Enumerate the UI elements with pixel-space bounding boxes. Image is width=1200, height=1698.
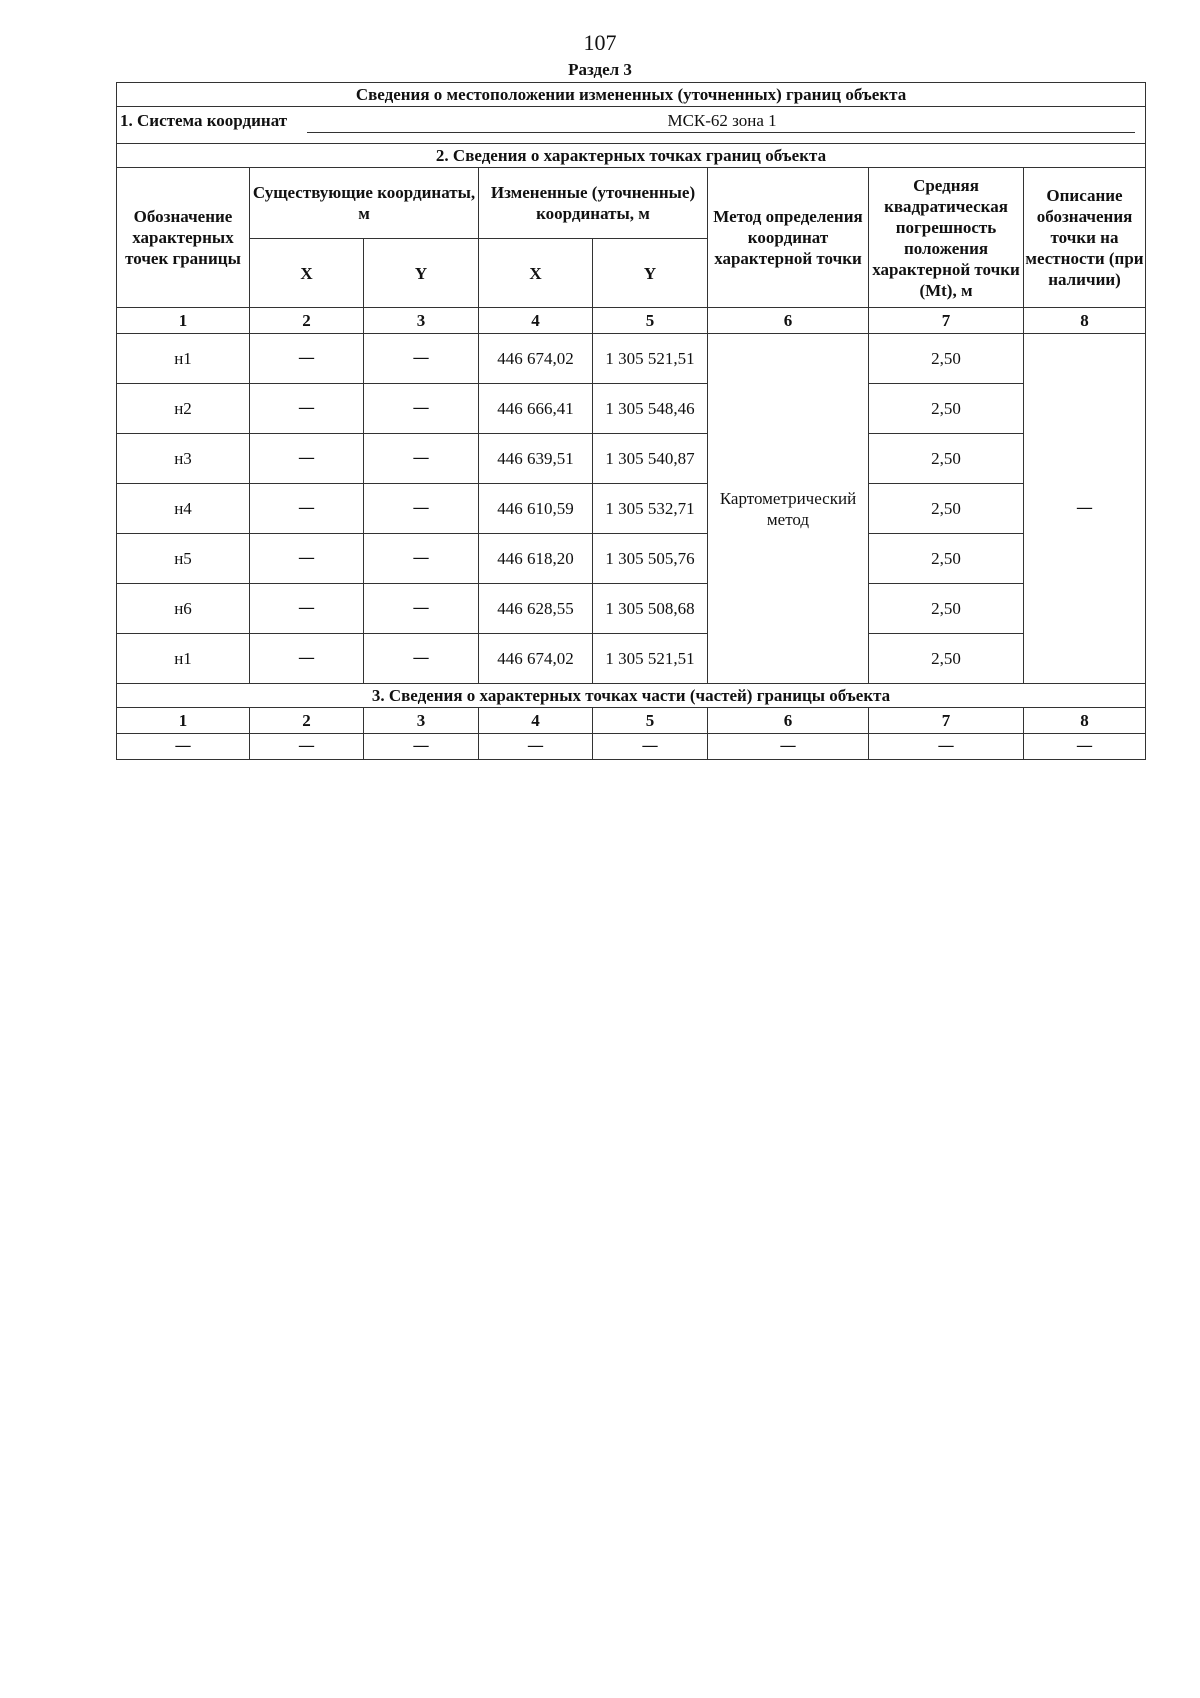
description-value: — (1024, 334, 1146, 684)
point-name: н5 (117, 534, 250, 584)
table-row (117, 434, 1146, 484)
coord-system-value: МСК-62 зона 1 (307, 110, 1135, 133)
subsection-2-title: 2. Сведения о характерных точках границ объекта (117, 144, 1146, 168)
error-value: 2,50 (869, 434, 1024, 484)
header-method: Метод определения координат характерной точки (708, 168, 869, 308)
header-error: Средняя квадратическая погрешность положения характерной точки (Mt), м (869, 168, 1024, 308)
existing-x: — (250, 534, 364, 584)
changed-x: 446 666,41 (479, 384, 593, 434)
column-number: 8 (1024, 308, 1146, 334)
header-description: Описание обозначения точки на местности (при наличии) (1024, 168, 1146, 308)
error-value: 2,50 (869, 384, 1024, 434)
empty-cell: — (250, 734, 364, 760)
changed-y: 1 305 521,51 (593, 334, 708, 384)
boundary-table (116, 82, 1146, 760)
empty-cell: — (364, 734, 479, 760)
point-name: н3 (117, 434, 250, 484)
point-name: н4 (117, 484, 250, 534)
header-changed-x: X (479, 239, 593, 308)
existing-x: — (250, 484, 364, 534)
column-number: 6 (708, 708, 869, 734)
changed-x: 446 639,51 (479, 434, 593, 484)
table-row (117, 534, 1146, 584)
empty-cell: — (1024, 734, 1146, 760)
subsection-3-title: 3. Сведения о характерных точках части (частей) границы объекта (117, 684, 1146, 708)
table-row (117, 584, 1146, 634)
existing-y: — (364, 634, 479, 684)
changed-y: 1 305 505,76 (593, 534, 708, 584)
empty-cell: — (708, 734, 869, 760)
coord-system-row (117, 107, 1146, 144)
empty-cell: — (593, 734, 708, 760)
existing-x: — (250, 334, 364, 384)
header-point-designation: Обозначение характерных точек границы (117, 168, 250, 308)
changed-y: 1 305 532,71 (593, 484, 708, 534)
column-number: 4 (479, 308, 593, 334)
header-changed-coords: Измененные (уточненные) координаты, м (479, 168, 708, 239)
column-number: 3 (364, 308, 479, 334)
changed-y: 1 305 508,68 (593, 584, 708, 634)
column-number: 7 (869, 308, 1024, 334)
point-name: н1 (117, 334, 250, 384)
header-existing-coords: Существующие координаты, м (250, 168, 479, 239)
existing-x: — (250, 434, 364, 484)
empty-cell: — (117, 734, 250, 760)
error-value: 2,50 (869, 484, 1024, 534)
existing-x: — (250, 634, 364, 684)
column-number: 3 (364, 708, 479, 734)
changed-x: 446 674,02 (479, 334, 593, 384)
column-number: 5 (593, 308, 708, 334)
changed-x: 446 628,55 (479, 584, 593, 634)
page-number: 107 (583, 30, 617, 55)
column-number: 8 (1024, 708, 1146, 734)
existing-y: — (364, 384, 479, 434)
point-name: н6 (117, 584, 250, 634)
existing-x: — (250, 584, 364, 634)
changed-y: 1 305 540,87 (593, 434, 708, 484)
empty-cell: — (869, 734, 1024, 760)
changed-x: 446 674,02 (479, 634, 593, 684)
column-numbers-row (117, 308, 1146, 334)
column-numbers-row (117, 708, 1146, 734)
column-number: 2 (250, 308, 364, 334)
column-number: 7 (869, 708, 1024, 734)
changed-y: 1 305 548,46 (593, 384, 708, 434)
column-number: 1 (117, 308, 250, 334)
table-row (117, 334, 1146, 384)
table-row (117, 384, 1146, 434)
method-value: Картометрический метод (708, 334, 869, 684)
column-number: 6 (708, 308, 869, 334)
empty-cell: — (479, 734, 593, 760)
column-number: 5 (593, 708, 708, 734)
coord-system-label: 1. Система координат (120, 111, 288, 130)
error-value: 2,50 (869, 584, 1024, 634)
table-row (117, 634, 1146, 684)
header-existing-y: Y (364, 239, 479, 308)
error-value: 2,50 (869, 634, 1024, 684)
header-changed-y: Y (593, 239, 708, 308)
point-name: н2 (117, 384, 250, 434)
table-row (117, 734, 1146, 760)
column-number: 2 (250, 708, 364, 734)
column-number: 1 (117, 708, 250, 734)
existing-y: — (364, 484, 479, 534)
existing-y: — (364, 334, 479, 384)
error-value: 2,50 (869, 334, 1024, 384)
header-existing-x: X (250, 239, 364, 308)
table-row (117, 484, 1146, 534)
existing-y: — (364, 434, 479, 484)
table-title: Сведения о местоположении измененных (уточненных) границ объекта (117, 83, 1146, 107)
existing-y: — (364, 534, 479, 584)
point-name: н1 (117, 634, 250, 684)
section-label: Раздел 3 (568, 60, 632, 79)
error-value: 2,50 (869, 534, 1024, 584)
changed-x: 446 618,20 (479, 534, 593, 584)
existing-y: — (364, 584, 479, 634)
existing-x: — (250, 384, 364, 434)
column-number: 4 (479, 708, 593, 734)
changed-x: 446 610,59 (479, 484, 593, 534)
changed-y: 1 305 521,51 (593, 634, 708, 684)
